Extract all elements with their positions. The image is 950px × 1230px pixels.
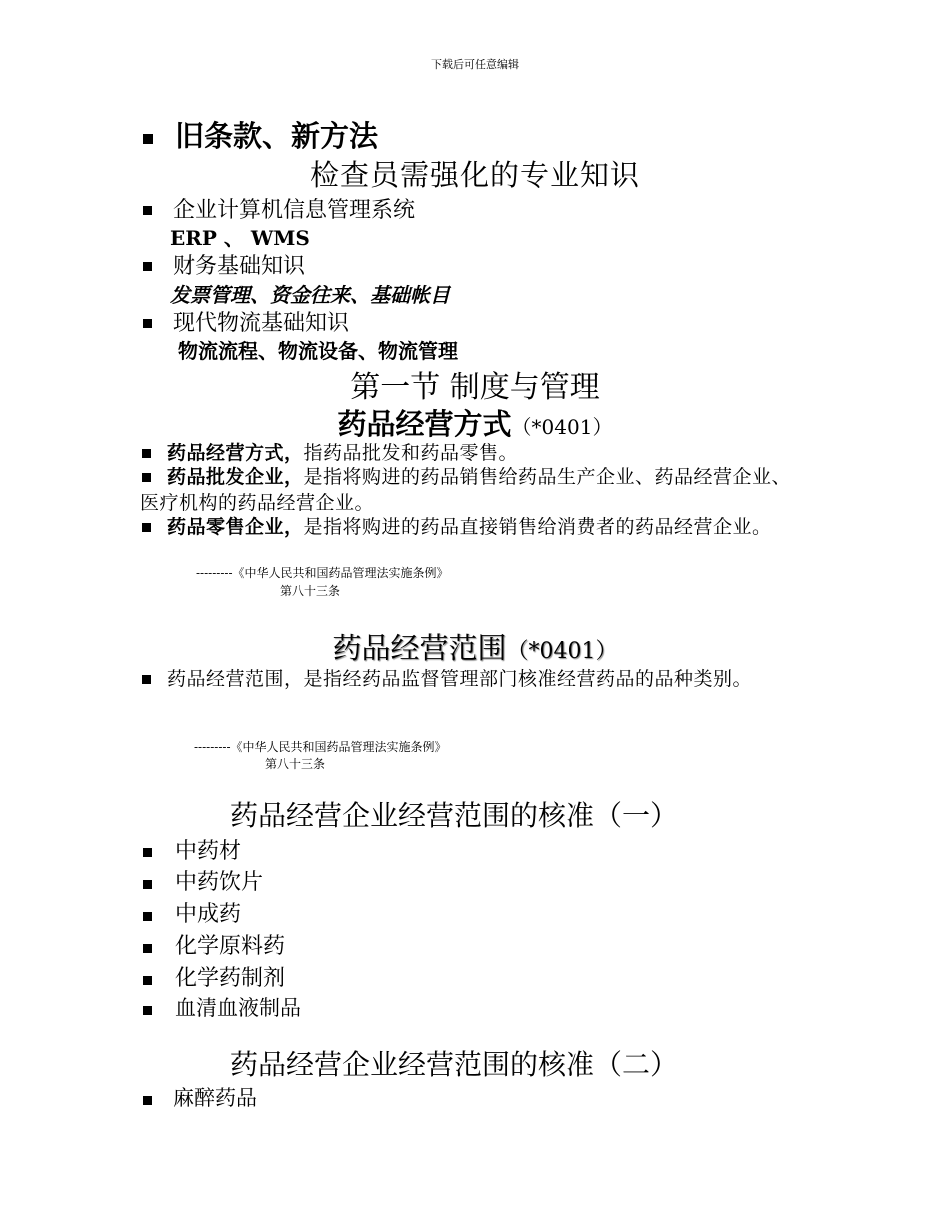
source-article: 第八十三条	[265, 757, 326, 771]
page-header: 下载后可任意编辑	[431, 58, 519, 71]
term: 药品经营方式，	[167, 442, 304, 464]
section-code: （*0401）	[506, 639, 618, 664]
list-item: 中成药	[175, 902, 242, 927]
list-item: 现代物流基础知识	[173, 311, 350, 336]
bullet	[142, 449, 151, 458]
bullet	[142, 523, 151, 532]
list-item-detail: 物流流程、物流设备、物流管理	[178, 339, 458, 363]
paragraph	[140, 514, 805, 540]
section-title: 药品经营企业经营范围的核准（一）	[230, 799, 679, 832]
bullet	[143, 976, 152, 985]
section-title: 药品经营企业经营范围的核准（二）	[230, 1048, 679, 1081]
bullet	[143, 1006, 152, 1015]
bullet	[143, 1096, 152, 1105]
list-item: 中药材	[175, 839, 242, 864]
paragraph-text: 指药品批发和药品零售。	[303, 442, 519, 464]
paragraph-text: 是指将购进的药品直接销售给消费者的药品经营企业。	[303, 516, 772, 538]
list-item: 血清血液制品	[175, 996, 301, 1020]
paragraph	[140, 440, 805, 466]
paragraph	[140, 666, 805, 692]
source-article: 第八十三条	[280, 584, 341, 598]
list-item: 麻醉药品	[173, 1086, 257, 1110]
section-code: （*0401）	[511, 415, 613, 439]
section-subtitle: 检查员需强化的专业知识	[309, 158, 640, 192]
term: 药品批发企业，	[167, 466, 304, 488]
list-item: 化学原料药	[175, 934, 286, 959]
section-title-row	[0, 626, 950, 667]
list-item-detail: 发票管理、资金往来、基础帐目	[170, 283, 450, 307]
paragraph-text: 是指将购进的药品销售给药品生产企业、药品经营企业、医疗机构的药品经营企业。	[140, 466, 792, 514]
bullet	[143, 134, 153, 144]
bullet	[142, 675, 151, 684]
paragraph-text: 药品经营范围，是指经药品监督管理部门核准经营药品的品种类别。	[167, 668, 753, 690]
list-item-detail: ERP 、 WMS	[170, 226, 310, 250]
list-item: 中药饮片	[175, 870, 264, 895]
bullet	[143, 848, 152, 857]
bullet	[143, 880, 152, 889]
bullet	[143, 319, 152, 328]
chapter-heading: 第一节 制度与管理	[350, 370, 600, 405]
section-title-row	[0, 402, 950, 443]
source-citation: ---------《中华人民共和国药品管理法实施条例》	[196, 566, 449, 580]
paragraph	[140, 464, 805, 516]
bullet	[143, 206, 152, 215]
list-item: 企业计算机信息管理系统	[173, 198, 416, 223]
section-title: 药品经营范围	[332, 631, 507, 665]
section-title: 旧条款、新方法	[175, 119, 379, 153]
source-citation: ---------《中华人民共和国药品管理法实施条例》	[194, 740, 447, 754]
bullet	[143, 912, 152, 921]
list-item: 财务基础知识	[173, 254, 306, 279]
section-title: 药品经营方式	[337, 407, 512, 441]
bullet	[142, 473, 151, 482]
bullet	[143, 944, 152, 953]
list-item: 化学药制剂	[175, 966, 286, 991]
bullet	[143, 262, 152, 271]
term: 药品零售企业，	[167, 516, 304, 538]
